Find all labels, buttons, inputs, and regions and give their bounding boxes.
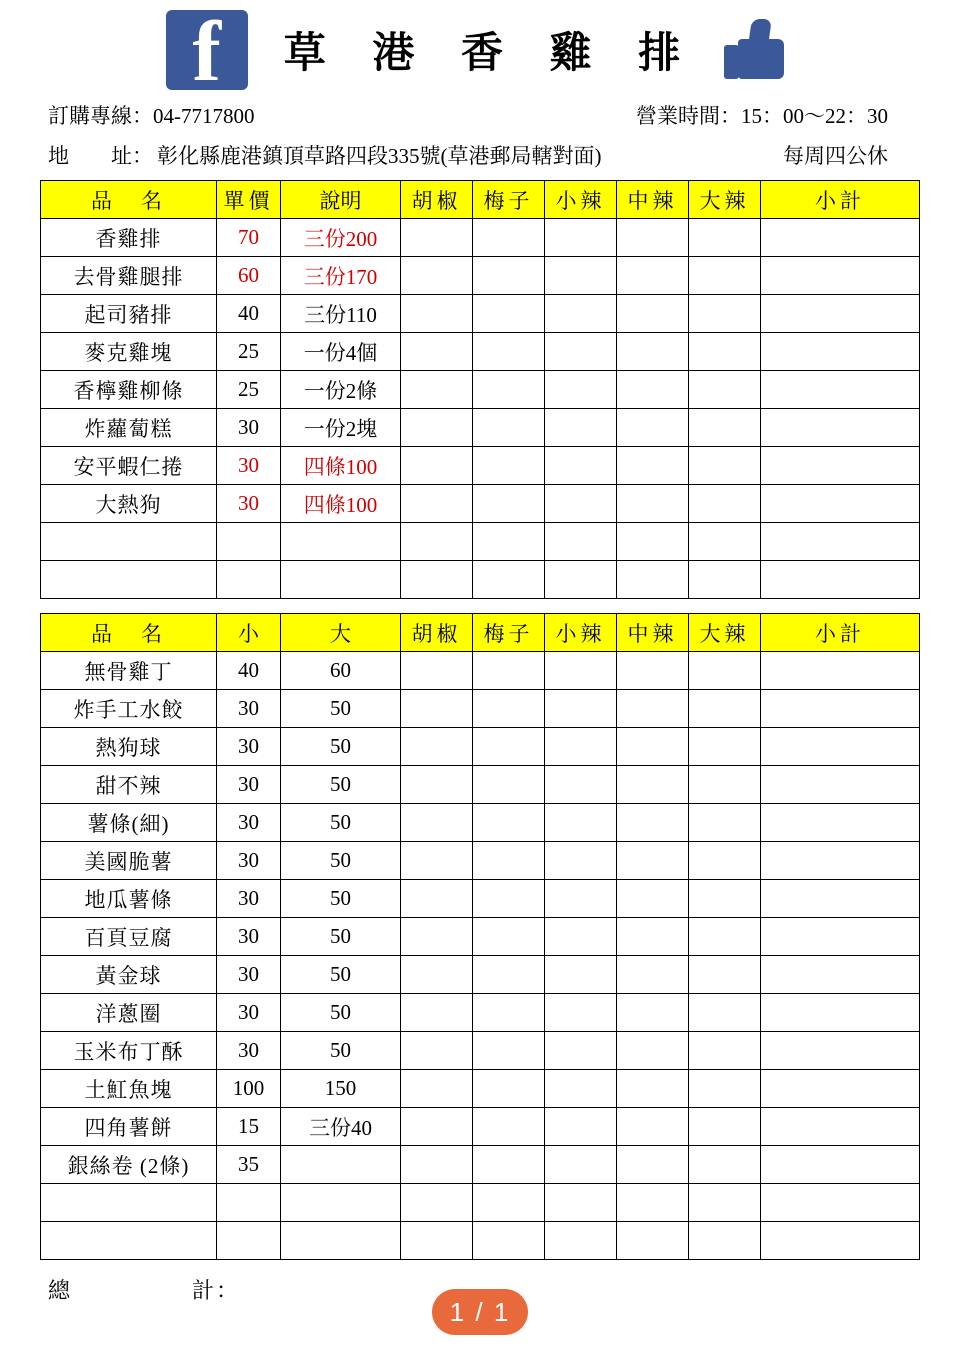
column-header-pepper: 胡椒 xyxy=(401,614,473,652)
cell-medium[interactable] xyxy=(617,1146,689,1184)
column-header-hot: 大辣 xyxy=(689,614,761,652)
cell-pepper[interactable] xyxy=(401,1184,473,1222)
item-name: 黃金球 xyxy=(41,956,217,994)
address-label: 地 址： xyxy=(48,144,153,168)
cell-hot[interactable] xyxy=(689,956,761,994)
item-name: 四角薯餅 xyxy=(41,1108,217,1146)
cell-mild[interactable] xyxy=(545,918,617,956)
cell-medium[interactable] xyxy=(617,766,689,804)
item-desc: 四條100 xyxy=(281,447,401,485)
item-price[interactable] xyxy=(217,561,281,599)
column-header-plum: 梅子 xyxy=(473,614,545,652)
item-price-small: 40 xyxy=(217,652,281,690)
item-desc: 一份2條 xyxy=(281,371,401,409)
table-row xyxy=(41,728,920,766)
address-row xyxy=(40,140,920,170)
item-price-large: 60 xyxy=(281,652,401,690)
item-price: 60 xyxy=(217,257,281,295)
cell-hot[interactable] xyxy=(689,766,761,804)
cell-medium[interactable] xyxy=(617,561,689,599)
cell-pepper[interactable] xyxy=(401,804,473,842)
cell-pepper[interactable] xyxy=(401,219,473,257)
cell-hot[interactable] xyxy=(689,842,761,880)
column-header-subtotal: 小計 xyxy=(761,614,920,652)
cell-plum[interactable] xyxy=(473,842,545,880)
cell-plum[interactable] xyxy=(473,333,545,371)
column-header-medium: 中辣 xyxy=(617,614,689,652)
cell-mild[interactable] xyxy=(545,333,617,371)
cell-medium[interactable] xyxy=(617,1070,689,1108)
item-price: 30 xyxy=(217,485,281,523)
item-price-large xyxy=(281,1146,401,1184)
cell-medium[interactable] xyxy=(617,485,689,523)
cell-pepper[interactable] xyxy=(401,523,473,561)
contact-row xyxy=(40,100,920,130)
cell-plum[interactable] xyxy=(473,804,545,842)
item-name: 銀絲卷 (2條) xyxy=(41,1146,217,1184)
item-name: 土魟魚塊 xyxy=(41,1070,217,1108)
table-row xyxy=(41,842,920,880)
cell-medium[interactable] xyxy=(617,918,689,956)
table-header-row xyxy=(41,614,920,652)
item-desc: 三份170 xyxy=(281,257,401,295)
cell-medium[interactable] xyxy=(617,652,689,690)
cell-medium[interactable] xyxy=(617,523,689,561)
cell-medium[interactable] xyxy=(617,1032,689,1070)
item-price-large: 50 xyxy=(281,728,401,766)
cell-plum[interactable] xyxy=(473,409,545,447)
item-desc[interactable] xyxy=(281,561,401,599)
item-name: 炸手工水餃 xyxy=(41,690,217,728)
cell-plum[interactable] xyxy=(473,766,545,804)
cell-pepper[interactable] xyxy=(401,447,473,485)
item-price-large[interactable] xyxy=(281,1222,401,1260)
cell-mild[interactable] xyxy=(545,485,617,523)
cell-mild[interactable] xyxy=(545,880,617,918)
cell-mild[interactable] xyxy=(545,728,617,766)
item-price-large: 50 xyxy=(281,994,401,1032)
item-price-small: 30 xyxy=(217,690,281,728)
item-price-large: 50 xyxy=(281,956,401,994)
cell-hot[interactable] xyxy=(689,409,761,447)
table-row xyxy=(41,880,920,918)
cell-mild[interactable] xyxy=(545,523,617,561)
item-price-small: 30 xyxy=(217,804,281,842)
item-price-small: 30 xyxy=(217,728,281,766)
cell-subtotal[interactable] xyxy=(761,561,920,599)
cell-pepper[interactable] xyxy=(401,295,473,333)
table-row xyxy=(41,1108,920,1146)
cell-subtotal[interactable] xyxy=(761,766,920,804)
item-price: 70 xyxy=(217,219,281,257)
item-price-large: 50 xyxy=(281,804,401,842)
closed-note: 每周四公休 xyxy=(783,144,888,168)
cell-mild[interactable] xyxy=(545,219,617,257)
item-price-small[interactable] xyxy=(217,1184,281,1222)
cell-pepper[interactable] xyxy=(401,1146,473,1184)
item-price: 40 xyxy=(217,295,281,333)
item-price-small: 15 xyxy=(217,1108,281,1146)
cell-subtotal[interactable] xyxy=(761,1146,920,1184)
table-row xyxy=(41,219,920,257)
item-desc: 一份4個 xyxy=(281,333,401,371)
cell-medium[interactable] xyxy=(617,257,689,295)
cell-subtotal[interactable] xyxy=(761,918,920,956)
cell-hot[interactable] xyxy=(689,333,761,371)
item-desc: 三份200 xyxy=(281,219,401,257)
cell-plum[interactable] xyxy=(473,728,545,766)
business-hours: 營業時間：15：00～22：30 xyxy=(636,104,888,128)
cell-pepper[interactable] xyxy=(401,409,473,447)
table-row xyxy=(41,333,920,371)
cell-subtotal[interactable] xyxy=(761,1108,920,1146)
cell-mild[interactable] xyxy=(545,257,617,295)
cell-plum[interactable] xyxy=(473,257,545,295)
table-row xyxy=(41,447,920,485)
cell-hot[interactable] xyxy=(689,295,761,333)
cell-subtotal[interactable] xyxy=(761,447,920,485)
cell-subtotal[interactable] xyxy=(761,690,920,728)
item-name: 起司豬排 xyxy=(41,295,217,333)
cell-plum[interactable] xyxy=(473,994,545,1032)
table-row xyxy=(41,1146,920,1184)
cell-plum[interactable] xyxy=(473,1222,545,1260)
cell-plum[interactable] xyxy=(473,956,545,994)
table-row xyxy=(41,690,920,728)
item-name: 炸蘿蔔糕 xyxy=(41,409,217,447)
item-name: 洋蔥圈 xyxy=(41,994,217,1032)
cell-plum[interactable] xyxy=(473,690,545,728)
item-price-small: 100 xyxy=(217,1070,281,1108)
page-header xyxy=(40,0,920,99)
cell-plum[interactable] xyxy=(473,561,545,599)
table-gap xyxy=(40,599,920,613)
thumbs-up-icon-cuff xyxy=(724,45,739,79)
cell-plum[interactable] xyxy=(473,1108,545,1146)
item-name: 大熱狗 xyxy=(41,485,217,523)
cell-hot[interactable] xyxy=(689,804,761,842)
cell-plum[interactable] xyxy=(473,1070,545,1108)
cell-medium[interactable] xyxy=(617,295,689,333)
item-price-large: 50 xyxy=(281,842,401,880)
cell-pepper[interactable] xyxy=(401,690,473,728)
cell-medium[interactable] xyxy=(617,956,689,994)
item-name: 甜不辣 xyxy=(41,766,217,804)
item-price-large: 50 xyxy=(281,880,401,918)
cell-hot[interactable] xyxy=(689,257,761,295)
order-line: 訂購專線：04-7717800 xyxy=(48,104,255,128)
cell-hot[interactable] xyxy=(689,1222,761,1260)
cell-mild[interactable] xyxy=(545,994,617,1032)
cell-medium[interactable] xyxy=(617,728,689,766)
cell-plum[interactable] xyxy=(473,523,545,561)
cell-pepper[interactable] xyxy=(401,1032,473,1070)
page-indicator: 1 / 1 xyxy=(432,1289,528,1335)
table-row xyxy=(41,804,920,842)
cell-plum[interactable] xyxy=(473,1032,545,1070)
cell-pepper[interactable] xyxy=(401,766,473,804)
cell-pepper[interactable] xyxy=(401,1222,473,1260)
cell-pepper[interactable] xyxy=(401,1108,473,1146)
cell-mild[interactable] xyxy=(545,1146,617,1184)
cell-pepper[interactable] xyxy=(401,333,473,371)
facebook-icon xyxy=(166,3,248,99)
table-row xyxy=(41,918,920,956)
cell-plum[interactable] xyxy=(473,918,545,956)
cell-hot[interactable] xyxy=(689,690,761,728)
cell-mild[interactable] xyxy=(545,371,617,409)
menu-table-fried-items xyxy=(40,180,920,599)
cell-mild[interactable] xyxy=(545,1070,617,1108)
cell-subtotal[interactable] xyxy=(761,842,920,880)
cell-hot[interactable] xyxy=(689,918,761,956)
item-price-small: 30 xyxy=(217,918,281,956)
cell-mild[interactable] xyxy=(545,804,617,842)
cell-hot[interactable] xyxy=(689,994,761,1032)
item-name: 薯條(細) xyxy=(41,804,217,842)
cell-plum[interactable] xyxy=(473,652,545,690)
cell-pepper[interactable] xyxy=(401,842,473,880)
cell-subtotal[interactable] xyxy=(761,1032,920,1070)
cell-mild[interactable] xyxy=(545,1184,617,1222)
table-row xyxy=(41,371,920,409)
cell-plum[interactable] xyxy=(473,1146,545,1184)
item-price: 30 xyxy=(217,447,281,485)
cell-pepper[interactable] xyxy=(401,880,473,918)
cell-medium[interactable] xyxy=(617,447,689,485)
cell-subtotal[interactable] xyxy=(761,295,920,333)
table-row-blank xyxy=(41,561,920,599)
cell-mild[interactable] xyxy=(545,690,617,728)
table-row xyxy=(41,1070,920,1108)
column-header-subtotal: 小計 xyxy=(761,181,920,219)
item-price-small: 30 xyxy=(217,1032,281,1070)
total-label: 總 計： xyxy=(48,1278,241,1303)
cell-mild[interactable] xyxy=(545,956,617,994)
cell-medium[interactable] xyxy=(617,333,689,371)
cell-pepper[interactable] xyxy=(401,371,473,409)
column-header-price: 單價 xyxy=(217,181,281,219)
item-name: 麥克雞塊 xyxy=(41,333,217,371)
cell-subtotal[interactable] xyxy=(761,1070,920,1108)
item-name: 熱狗球 xyxy=(41,728,217,766)
item-price-small[interactable] xyxy=(217,1222,281,1260)
item-price-small: 30 xyxy=(217,994,281,1032)
facebook-icon-glyph: f xyxy=(192,3,222,99)
column-header-mild: 小辣 xyxy=(545,181,617,219)
cell-subtotal[interactable] xyxy=(761,652,920,690)
item-price-large: 50 xyxy=(281,1032,401,1070)
cell-medium[interactable] xyxy=(617,994,689,1032)
cell-hot[interactable] xyxy=(689,1184,761,1222)
column-header-hot: 大辣 xyxy=(689,181,761,219)
cell-pepper[interactable] xyxy=(401,994,473,1032)
item-desc: 三份110 xyxy=(281,295,401,333)
item-name[interactable] xyxy=(41,1184,217,1222)
cell-subtotal[interactable] xyxy=(761,804,920,842)
cell-hot[interactable] xyxy=(689,880,761,918)
column-header-desc: 說明 xyxy=(281,181,401,219)
column-header-name: 品 名 xyxy=(41,181,217,219)
cell-pepper[interactable] xyxy=(401,561,473,599)
column-header-mild: 小辣 xyxy=(545,614,617,652)
item-price-small: 35 xyxy=(217,1146,281,1184)
table-row xyxy=(41,295,920,333)
cell-hot[interactable] xyxy=(689,1032,761,1070)
cell-mild[interactable] xyxy=(545,1108,617,1146)
item-price-large: 三份40 xyxy=(281,1108,401,1146)
cell-hot[interactable] xyxy=(689,447,761,485)
cell-hot[interactable] xyxy=(689,1108,761,1146)
item-name: 香檸雞柳條 xyxy=(41,371,217,409)
item-desc[interactable] xyxy=(281,523,401,561)
item-name: 安平蝦仁捲 xyxy=(41,447,217,485)
cell-subtotal[interactable] xyxy=(761,523,920,561)
item-price-small: 30 xyxy=(217,956,281,994)
cell-mild[interactable] xyxy=(545,447,617,485)
page-title: 草 港 香 雞 排 xyxy=(283,28,697,77)
item-desc: 一份2塊 xyxy=(281,409,401,447)
cell-plum[interactable] xyxy=(473,447,545,485)
cell-subtotal[interactable] xyxy=(761,257,920,295)
column-header-small: 小 xyxy=(217,614,281,652)
table-row xyxy=(41,485,920,523)
cell-subtotal[interactable] xyxy=(761,1222,920,1260)
item-name: 百頁豆腐 xyxy=(41,918,217,956)
cell-mild[interactable] xyxy=(545,842,617,880)
cell-subtotal[interactable] xyxy=(761,333,920,371)
cell-medium[interactable] xyxy=(617,880,689,918)
cell-pepper[interactable] xyxy=(401,652,473,690)
cell-hot[interactable] xyxy=(689,485,761,523)
cell-subtotal[interactable] xyxy=(761,994,920,1032)
item-name: 無骨雞丁 xyxy=(41,652,217,690)
item-price-large[interactable] xyxy=(281,1184,401,1222)
cell-subtotal[interactable] xyxy=(761,728,920,766)
item-price-small: 30 xyxy=(217,766,281,804)
cell-plum[interactable] xyxy=(473,219,545,257)
item-price: 25 xyxy=(217,371,281,409)
cell-medium[interactable] xyxy=(617,690,689,728)
cell-mild[interactable] xyxy=(545,1222,617,1260)
cell-hot[interactable] xyxy=(689,1070,761,1108)
item-name[interactable] xyxy=(41,1222,217,1260)
cell-pepper[interactable] xyxy=(401,1070,473,1108)
item-name: 香雞排 xyxy=(41,219,217,257)
item-price-large: 50 xyxy=(281,766,401,804)
item-price-small: 30 xyxy=(217,842,281,880)
cell-mild[interactable] xyxy=(545,1032,617,1070)
item-name[interactable] xyxy=(41,523,217,561)
table-row xyxy=(41,1032,920,1070)
cell-subtotal[interactable] xyxy=(761,956,920,994)
column-header-plum: 梅子 xyxy=(473,181,545,219)
column-header-medium: 中辣 xyxy=(617,181,689,219)
thumbs-up-icon xyxy=(722,17,794,83)
column-header-name: 品 名 xyxy=(41,614,217,652)
item-name[interactable] xyxy=(41,561,217,599)
table-row xyxy=(41,257,920,295)
cell-medium[interactable] xyxy=(617,219,689,257)
cell-medium[interactable] xyxy=(617,804,689,842)
cell-mild[interactable] xyxy=(545,652,617,690)
cell-plum[interactable] xyxy=(473,295,545,333)
cell-medium[interactable] xyxy=(617,1108,689,1146)
table-row xyxy=(41,409,920,447)
table-row xyxy=(41,766,920,804)
cell-pepper[interactable] xyxy=(401,918,473,956)
cell-pepper[interactable] xyxy=(401,728,473,766)
item-desc: 四條100 xyxy=(281,485,401,523)
cell-plum[interactable] xyxy=(473,1184,545,1222)
cell-hot[interactable] xyxy=(689,371,761,409)
item-price-large: 150 xyxy=(281,1070,401,1108)
menu-table-side-items xyxy=(40,613,920,1260)
cell-subtotal[interactable] xyxy=(761,219,920,257)
cell-medium[interactable] xyxy=(617,842,689,880)
table-row-blank xyxy=(41,523,920,561)
cell-medium[interactable] xyxy=(617,409,689,447)
cell-hot[interactable] xyxy=(689,1146,761,1184)
cell-subtotal[interactable] xyxy=(761,1184,920,1222)
column-header-pepper: 胡椒 xyxy=(401,181,473,219)
cell-subtotal[interactable] xyxy=(761,409,920,447)
item-price-small: 30 xyxy=(217,880,281,918)
table-header-row xyxy=(41,181,920,219)
cell-hot[interactable] xyxy=(689,652,761,690)
item-name: 美國脆薯 xyxy=(41,842,217,880)
cell-pepper[interactable] xyxy=(401,257,473,295)
item-price: 25 xyxy=(217,333,281,371)
cell-hot[interactable] xyxy=(689,219,761,257)
cell-mild[interactable] xyxy=(545,766,617,804)
cell-subtotal[interactable] xyxy=(761,371,920,409)
cell-pepper[interactable] xyxy=(401,956,473,994)
item-name: 地瓜薯條 xyxy=(41,880,217,918)
item-price[interactable] xyxy=(217,523,281,561)
item-price-large: 50 xyxy=(281,918,401,956)
cell-medium[interactable] xyxy=(617,371,689,409)
cell-hot[interactable] xyxy=(689,728,761,766)
item-price-large: 50 xyxy=(281,690,401,728)
cell-medium[interactable] xyxy=(617,1222,689,1260)
item-name: 玉米布丁酥 xyxy=(41,1032,217,1070)
cell-mild[interactable] xyxy=(545,295,617,333)
table-row xyxy=(41,652,920,690)
table-row-blank xyxy=(41,1184,920,1222)
cell-plum[interactable] xyxy=(473,485,545,523)
cell-mild[interactable] xyxy=(545,409,617,447)
table-row-blank xyxy=(41,1222,920,1260)
thumbs-up-icon-palm xyxy=(738,39,784,79)
item-price: 30 xyxy=(217,409,281,447)
cell-medium[interactable] xyxy=(617,1184,689,1222)
cell-mild[interactable] xyxy=(545,561,617,599)
cell-hot[interactable] xyxy=(689,523,761,561)
item-name: 去骨雞腿排 xyxy=(41,257,217,295)
address-value: 彰化縣鹿港鎮頂草路四段335號(草港郵局轄對面) xyxy=(157,144,602,168)
table-row xyxy=(41,994,920,1032)
cell-plum[interactable] xyxy=(473,371,545,409)
cell-plum[interactable] xyxy=(473,880,545,918)
cell-subtotal[interactable] xyxy=(761,485,920,523)
cell-hot[interactable] xyxy=(689,561,761,599)
table-row xyxy=(41,956,920,994)
cell-subtotal[interactable] xyxy=(761,880,920,918)
cell-pepper[interactable] xyxy=(401,485,473,523)
column-header-large: 大 xyxy=(281,614,401,652)
